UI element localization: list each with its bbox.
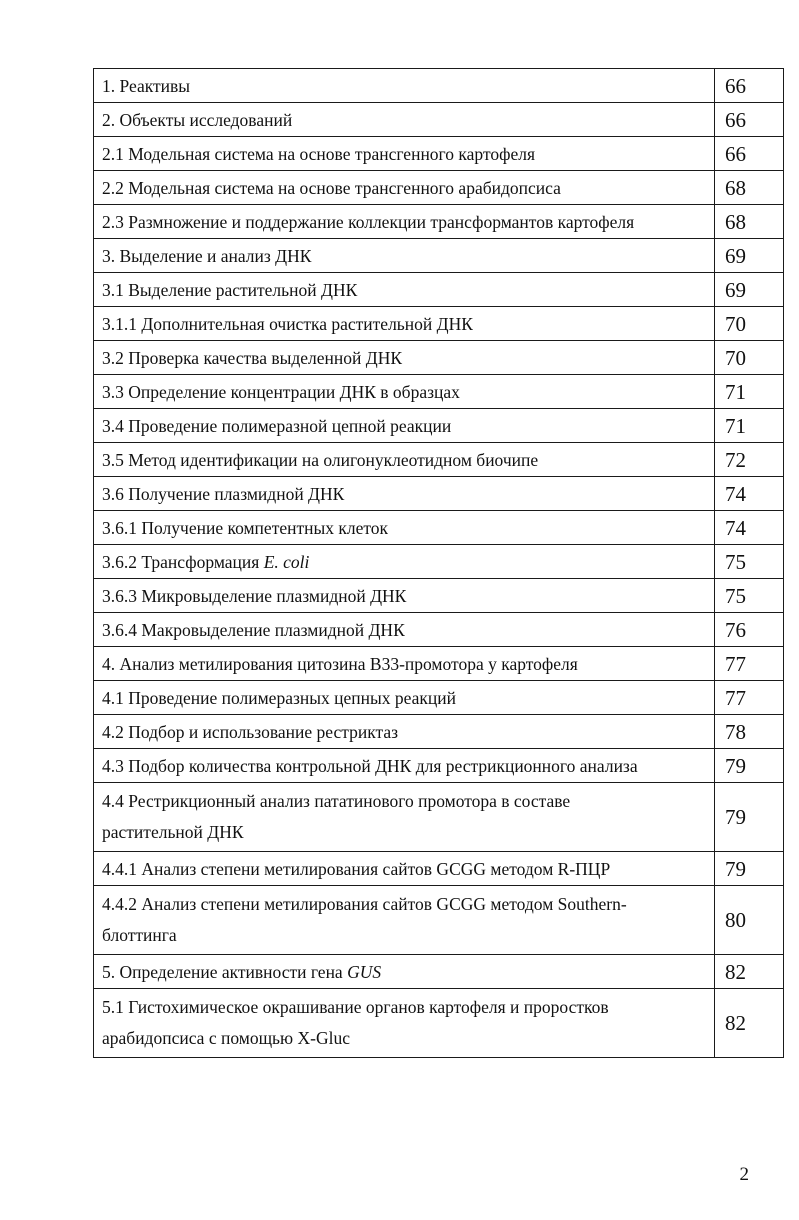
- toc-entry-title: [94, 545, 715, 579]
- toc-row: [94, 273, 784, 307]
- toc-entry-title: 3.5 Метод идентификации на олигонуклеотидном биочипе: [94, 443, 715, 477]
- table-of-contents: [93, 68, 784, 1058]
- toc-entry-title-italic: E. coli: [263, 551, 310, 572]
- toc-entry-title: 3.3 Определение концентрации ДНК в образцах: [94, 375, 715, 409]
- toc-row: [94, 715, 784, 749]
- toc-row: [94, 852, 784, 886]
- toc-entry-title-text: 5. Определение активности гена: [102, 961, 348, 982]
- toc-entry-title-line: блоттинга: [102, 925, 177, 945]
- toc-row: [94, 375, 784, 409]
- toc-entry-page: 78: [715, 715, 784, 749]
- toc-entry-title: 2.3 Размножение и поддержание коллекции трансформантов картофеля: [94, 205, 715, 239]
- toc-row: [94, 783, 784, 852]
- toc-row: [94, 443, 784, 477]
- toc-entry-page: 79: [715, 749, 784, 783]
- toc-entry-title: 3.1 Выделение растительной ДНК: [94, 273, 715, 307]
- toc-row: [94, 341, 784, 375]
- toc-entry-title: 3.6.3 Микровыделение плазмидной ДНК: [94, 579, 715, 613]
- toc-entry-page: 70: [715, 341, 784, 375]
- toc-entry-page: 72: [715, 443, 784, 477]
- toc-entry-title: 3.4 Проведение полимеразной цепной реакции: [94, 409, 715, 443]
- toc-entry-title: 3.1.1 Дополнительная очистка растительной ДНК: [94, 307, 715, 341]
- toc-entry-page: 68: [715, 205, 784, 239]
- toc-entry-title-line: 4.4 Рестрикционный анализ пататинового промотора в составе: [102, 791, 571, 811]
- toc-row: [94, 681, 784, 715]
- toc-entry-page: 70: [715, 307, 784, 341]
- toc-entry-page: 80: [715, 886, 784, 955]
- toc-entry-page: 71: [715, 375, 784, 409]
- toc-entry-title: 4.2 Подбор и использование рестриктаз: [94, 715, 715, 749]
- toc-entry-title-line: 5.1 Гистохимическое окрашивание органов картофеля и проростков: [102, 997, 609, 1017]
- toc-entry-title-italic: GUS: [347, 961, 382, 982]
- toc-entry-title-text: 3.6.2 Трансформация: [102, 551, 264, 572]
- toc-entry-title: 3.2 Проверка качества выделенной ДНК: [94, 341, 715, 375]
- toc-entry-title: 4.1 Проведение полимеразных цепных реакций: [94, 681, 715, 715]
- toc-row: [94, 239, 784, 273]
- toc-entry-page: 68: [715, 171, 784, 205]
- toc-row: [94, 137, 784, 171]
- toc-entry-title: 2. Объекты исследований: [94, 103, 715, 137]
- toc-entry-title: 3.6.4 Макровыделение плазмидной ДНК: [94, 613, 715, 647]
- toc-entry-title: [94, 955, 715, 989]
- toc-row: [94, 511, 784, 545]
- toc-entry-page: 79: [715, 783, 784, 852]
- toc-entry-title: 3. Выделение и анализ ДНК: [94, 239, 715, 273]
- toc-entry-page: 66: [715, 137, 784, 171]
- toc-row: [94, 409, 784, 443]
- toc-row: [94, 749, 784, 783]
- toc-entry-page: 69: [715, 239, 784, 273]
- toc-row: [94, 69, 784, 103]
- toc-entry-title: 3.6.1 Получение компетентных клеток: [94, 511, 715, 545]
- toc-entry-title: [94, 989, 715, 1058]
- toc-row: [94, 477, 784, 511]
- toc-entry-title-line: арабидопсиса с помощью X-Gluc: [102, 1028, 350, 1048]
- toc-entry-title: 4. Анализ метилирования цитозина B33-промотора у картофеля: [94, 647, 715, 681]
- toc-entry-page: 76: [715, 613, 784, 647]
- toc-entry-page: 75: [715, 579, 784, 613]
- toc-entry-title: 1. Реактивы: [94, 69, 715, 103]
- page-number: 2: [739, 1164, 749, 1185]
- toc-entry-title-line: растительной ДНК: [102, 822, 244, 842]
- toc-entry-title: 2.2 Модельная система на основе трансгенного арабидопсиса: [94, 171, 715, 205]
- toc-entry-title: 3.6 Получение плазмидной ДНК: [94, 477, 715, 511]
- toc-entry-title: 2.1 Модельная система на основе трансгенного картофеля: [94, 137, 715, 171]
- toc-entry-page: 79: [715, 852, 784, 886]
- toc-entry-title: [94, 886, 715, 955]
- toc-entry-page: 69: [715, 273, 784, 307]
- toc-entry-page: 77: [715, 681, 784, 715]
- toc-row: [94, 579, 784, 613]
- toc-entry-title: [94, 783, 715, 852]
- toc-row: [94, 613, 784, 647]
- toc-entry-title: 4.4.1 Анализ степени метилирования сайтов GCGG методом R-ПЦР: [94, 852, 715, 886]
- toc-entry-page: 71: [715, 409, 784, 443]
- toc-entry-page: 77: [715, 647, 784, 681]
- toc-entry-page: 66: [715, 103, 784, 137]
- toc-entry-page: 82: [715, 989, 784, 1058]
- toc-row: [94, 989, 784, 1058]
- toc-entry-page: 75: [715, 545, 784, 579]
- toc-entry-title-line: 4.4.2 Анализ степени метилирования сайтов GCGG методом Southern-: [102, 894, 627, 914]
- toc-entry-page: 66: [715, 69, 784, 103]
- toc-row: [94, 647, 784, 681]
- toc-row: [94, 955, 784, 989]
- toc-row: [94, 205, 784, 239]
- toc-entry-page: 74: [715, 511, 784, 545]
- toc-row: [94, 307, 784, 341]
- toc-row: [94, 886, 784, 955]
- toc-row: [94, 545, 784, 579]
- toc-entry-page: 82: [715, 955, 784, 989]
- toc-entry-page: 74: [715, 477, 784, 511]
- toc-row: [94, 103, 784, 137]
- toc-entry-title: 4.3 Подбор количества контрольной ДНК для рестрикционного анализа: [94, 749, 715, 783]
- toc-row: [94, 171, 784, 205]
